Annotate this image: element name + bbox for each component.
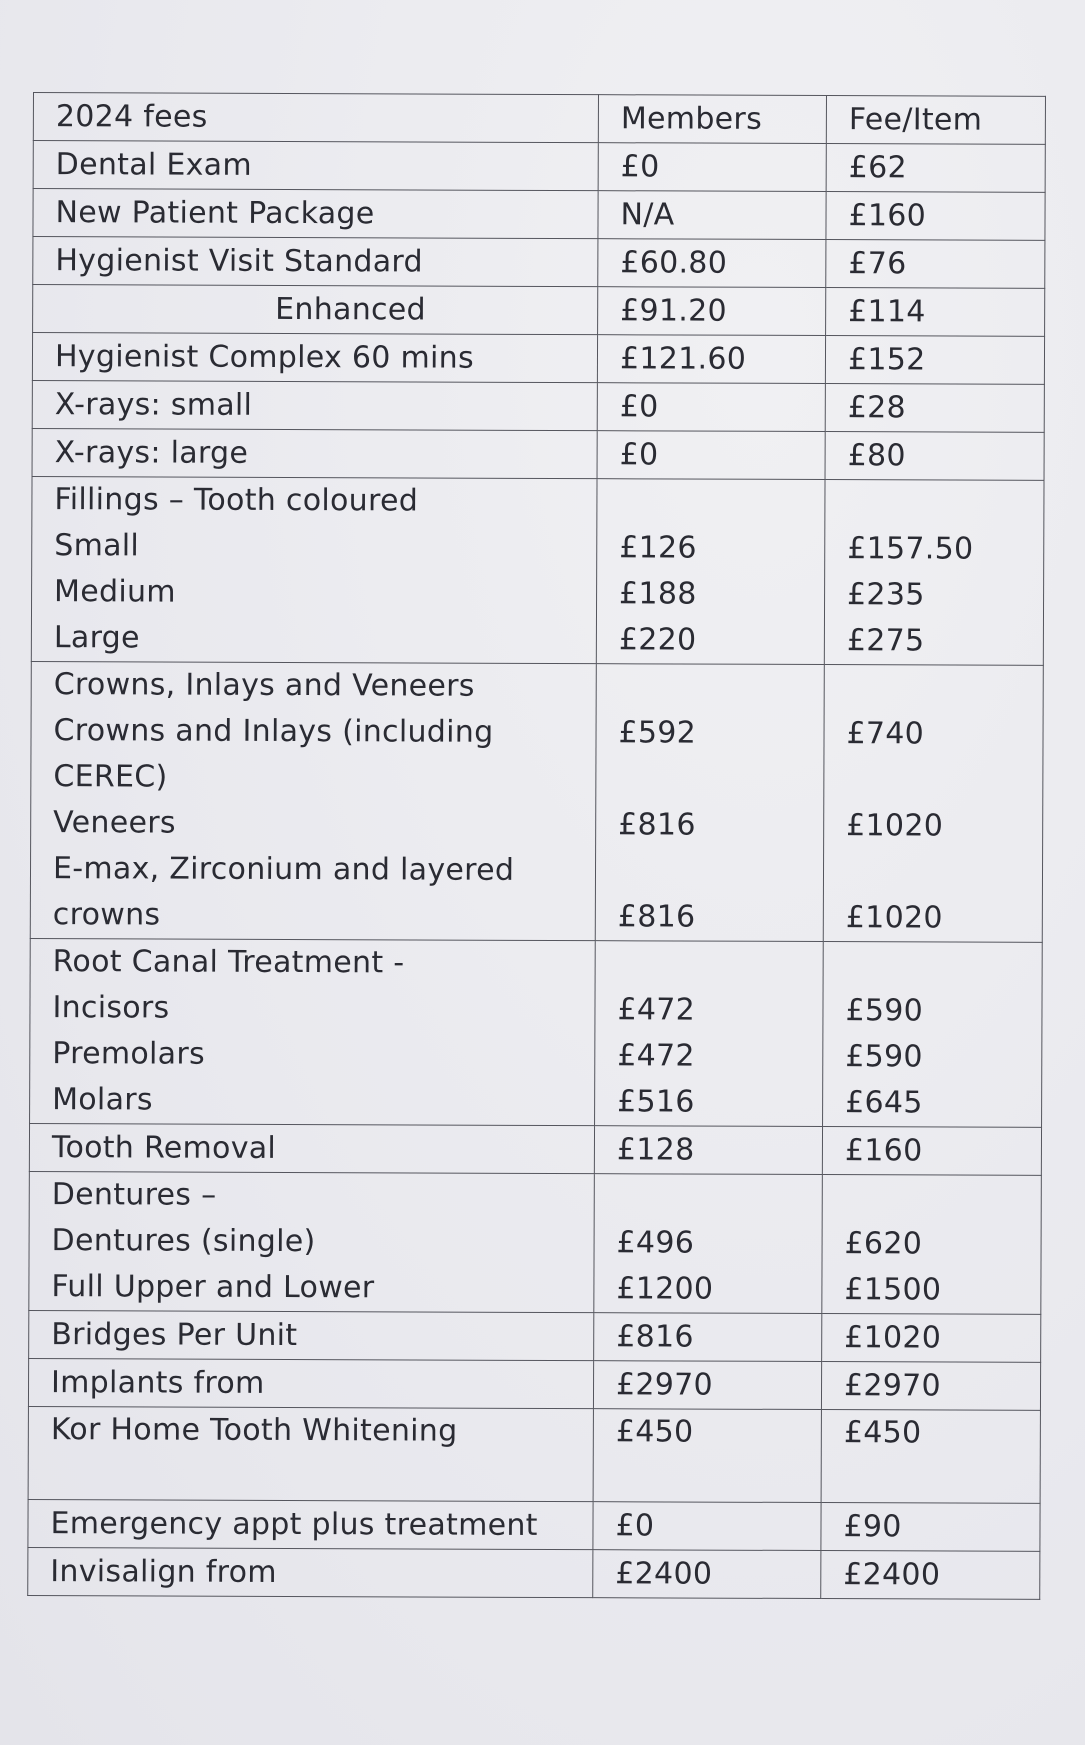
- crowns-inlays-label-1: Crowns and Inlays (including: [53, 713, 494, 750]
- header-members: Members: [598, 95, 826, 144]
- row-label: [33, 285, 598, 335]
- header-fee: Fee/Item: [826, 96, 1045, 145]
- emax-fee: £1020: [845, 900, 943, 936]
- spacer: [618, 941, 823, 988]
- veneers-fee: £1020: [846, 808, 944, 844]
- fees-table: [27, 92, 1046, 1600]
- row-label: X-rays: small: [32, 380, 597, 430]
- root-canal-members: [595, 941, 824, 1127]
- crowns-members: [595, 664, 824, 942]
- spacer: [619, 479, 824, 526]
- row-members: N/A: [598, 191, 826, 240]
- row-fee: £28: [825, 384, 1044, 433]
- row-label: Tooth Removal: [29, 1123, 594, 1173]
- fillings-medium-members: £188: [619, 576, 697, 612]
- dentures-heading: Dentures –: [51, 1177, 217, 1213]
- premolars-members: £472: [617, 1038, 695, 1074]
- table-row: [33, 285, 1045, 337]
- row-members: £2400: [593, 1550, 821, 1599]
- spacer: [618, 848, 823, 895]
- fillings-large-fee: £275: [846, 623, 925, 659]
- spacer: [846, 942, 1042, 989]
- spacer: [847, 480, 1043, 527]
- row-fee: [821, 1410, 1040, 1504]
- crowns-inlays-label-2: CEREC): [53, 759, 168, 795]
- fillings-fees: [824, 480, 1044, 666]
- row-fee: £152: [825, 336, 1044, 385]
- header-item: 2024 fees: [33, 93, 598, 143]
- table-row: [28, 1406, 1040, 1503]
- row-label: Dental Exam: [33, 141, 598, 191]
- dentures-single-label: Dentures (single): [51, 1223, 316, 1260]
- table-row: [33, 141, 1045, 193]
- veneers-label: Veneers: [53, 805, 176, 841]
- row-label: Hygienist Visit Standard: [33, 237, 598, 287]
- spacer: [51, 1453, 593, 1501]
- row-members: £0: [597, 431, 825, 480]
- row-label: New Patient Package: [33, 189, 598, 239]
- table-row: [32, 333, 1044, 385]
- crowns-labels: [30, 661, 596, 940]
- emax-members: £816: [617, 899, 696, 935]
- spacer: [845, 1175, 1041, 1222]
- fillings-small-members: £126: [619, 530, 697, 566]
- spacer: [846, 849, 1042, 896]
- table-row: [33, 237, 1045, 289]
- molars-fee: £645: [845, 1085, 923, 1121]
- row-fee: £62: [826, 144, 1045, 193]
- fillings-medium-fee: £235: [847, 577, 925, 613]
- whitening-label: Kor Home Tooth Whitening: [50, 1412, 458, 1449]
- row-fee: £114: [826, 288, 1045, 337]
- row-fee: £160: [826, 192, 1045, 241]
- dentures-members: [594, 1174, 823, 1314]
- dentures-single-members: £496: [616, 1225, 695, 1261]
- fillings-small-label: Small: [54, 528, 140, 564]
- row-members: £0: [598, 143, 826, 192]
- dentures-single-fee: £620: [844, 1226, 923, 1262]
- spacer: [619, 664, 824, 711]
- table-row: [29, 1310, 1041, 1362]
- incisors-label: Incisors: [52, 990, 170, 1026]
- table-row: [33, 189, 1045, 241]
- row-label: Bridges Per Unit: [29, 1310, 594, 1360]
- row-fee: £2970: [821, 1362, 1040, 1411]
- row-label: Implants from: [28, 1358, 593, 1408]
- row-label: [28, 1406, 593, 1501]
- table-row-root-canal: [30, 938, 1043, 1127]
- table-row: [28, 1358, 1040, 1410]
- row-members: £0: [597, 383, 825, 432]
- dentures-fees: [822, 1175, 1042, 1315]
- crowns-fees: [823, 665, 1043, 943]
- crowns-inlays-members: £592: [618, 715, 697, 751]
- spacer: [846, 757, 1042, 804]
- table-row: [28, 1499, 1040, 1551]
- spacer: [616, 1455, 821, 1502]
- row-fee: £2400: [821, 1551, 1040, 1600]
- table-row: [29, 1123, 1041, 1175]
- table-row: [28, 1547, 1040, 1599]
- whitening-fee: £450: [843, 1415, 922, 1451]
- whitening-members: £450: [615, 1414, 694, 1450]
- molars-label: Molars: [52, 1082, 153, 1118]
- root-canal-fees: [823, 942, 1043, 1128]
- row-fee: £90: [821, 1503, 1040, 1552]
- row-label: X-rays: large: [32, 428, 597, 478]
- row-members: £91.20: [598, 287, 826, 336]
- row-label: Invisalign from: [28, 1547, 593, 1597]
- fillings-large-label: Large: [53, 620, 140, 656]
- row-members: £2970: [593, 1361, 821, 1410]
- molars-members: £516: [617, 1084, 695, 1120]
- fillings-members: [596, 479, 825, 665]
- row-fee: £76: [826, 240, 1045, 289]
- row-members: [593, 1409, 821, 1503]
- incisors-fee: £590: [845, 993, 924, 1029]
- veneers-members: £816: [618, 807, 696, 843]
- row-label: Emergency appt plus treatment: [28, 1499, 593, 1549]
- table-row-fillings: [31, 476, 1044, 665]
- table-row-dentures: [29, 1171, 1042, 1314]
- table-row-crowns: [30, 661, 1043, 942]
- row-members: £128: [594, 1126, 822, 1175]
- root-canal-heading: Root Canal Treatment -: [52, 944, 405, 981]
- fillings-heading: Fillings – Tooth coloured: [54, 482, 419, 519]
- table-row: [32, 380, 1044, 432]
- root-canal-labels: [30, 938, 596, 1125]
- fillings-large-members: £220: [618, 622, 697, 658]
- spacer: [617, 1174, 822, 1221]
- enhanced-label: Enhanced: [275, 291, 427, 328]
- row-members: £0: [593, 1502, 821, 1551]
- spacer: [844, 1456, 1040, 1503]
- premolars-label: Premolars: [52, 1036, 206, 1072]
- emax-label-2: crowns: [52, 897, 161, 933]
- spacer: [847, 665, 1043, 712]
- premolars-fee: £590: [845, 1039, 923, 1075]
- row-label: Hygienist Complex 60 mins: [32, 333, 597, 383]
- row-members: £60.80: [598, 239, 826, 288]
- dentures-full-fee: £1500: [844, 1272, 942, 1308]
- row-members: £121.60: [597, 335, 825, 384]
- dentures-labels: [29, 1171, 595, 1312]
- table-header-row: [33, 93, 1045, 145]
- row-fee: £1020: [822, 1314, 1041, 1363]
- spacer: [618, 756, 823, 803]
- dentures-full-members: £1200: [616, 1271, 714, 1307]
- fillings-small-fee: £157.50: [847, 531, 974, 567]
- table-row: [32, 428, 1044, 480]
- crowns-inlays-fee: £740: [846, 716, 925, 752]
- row-members: £816: [594, 1313, 822, 1362]
- emax-label-1: E-max, Zirconium and layered: [52, 851, 515, 888]
- incisors-members: £472: [617, 992, 696, 1028]
- dentures-full-label: Full Upper and Lower: [51, 1269, 375, 1306]
- row-fee: £160: [822, 1127, 1041, 1176]
- fillings-medium-label: Medium: [54, 574, 176, 610]
- row-fee: £80: [825, 432, 1044, 481]
- fillings-labels: [31, 476, 597, 663]
- crowns-heading: Crowns, Inlays and Veneers: [53, 667, 475, 704]
